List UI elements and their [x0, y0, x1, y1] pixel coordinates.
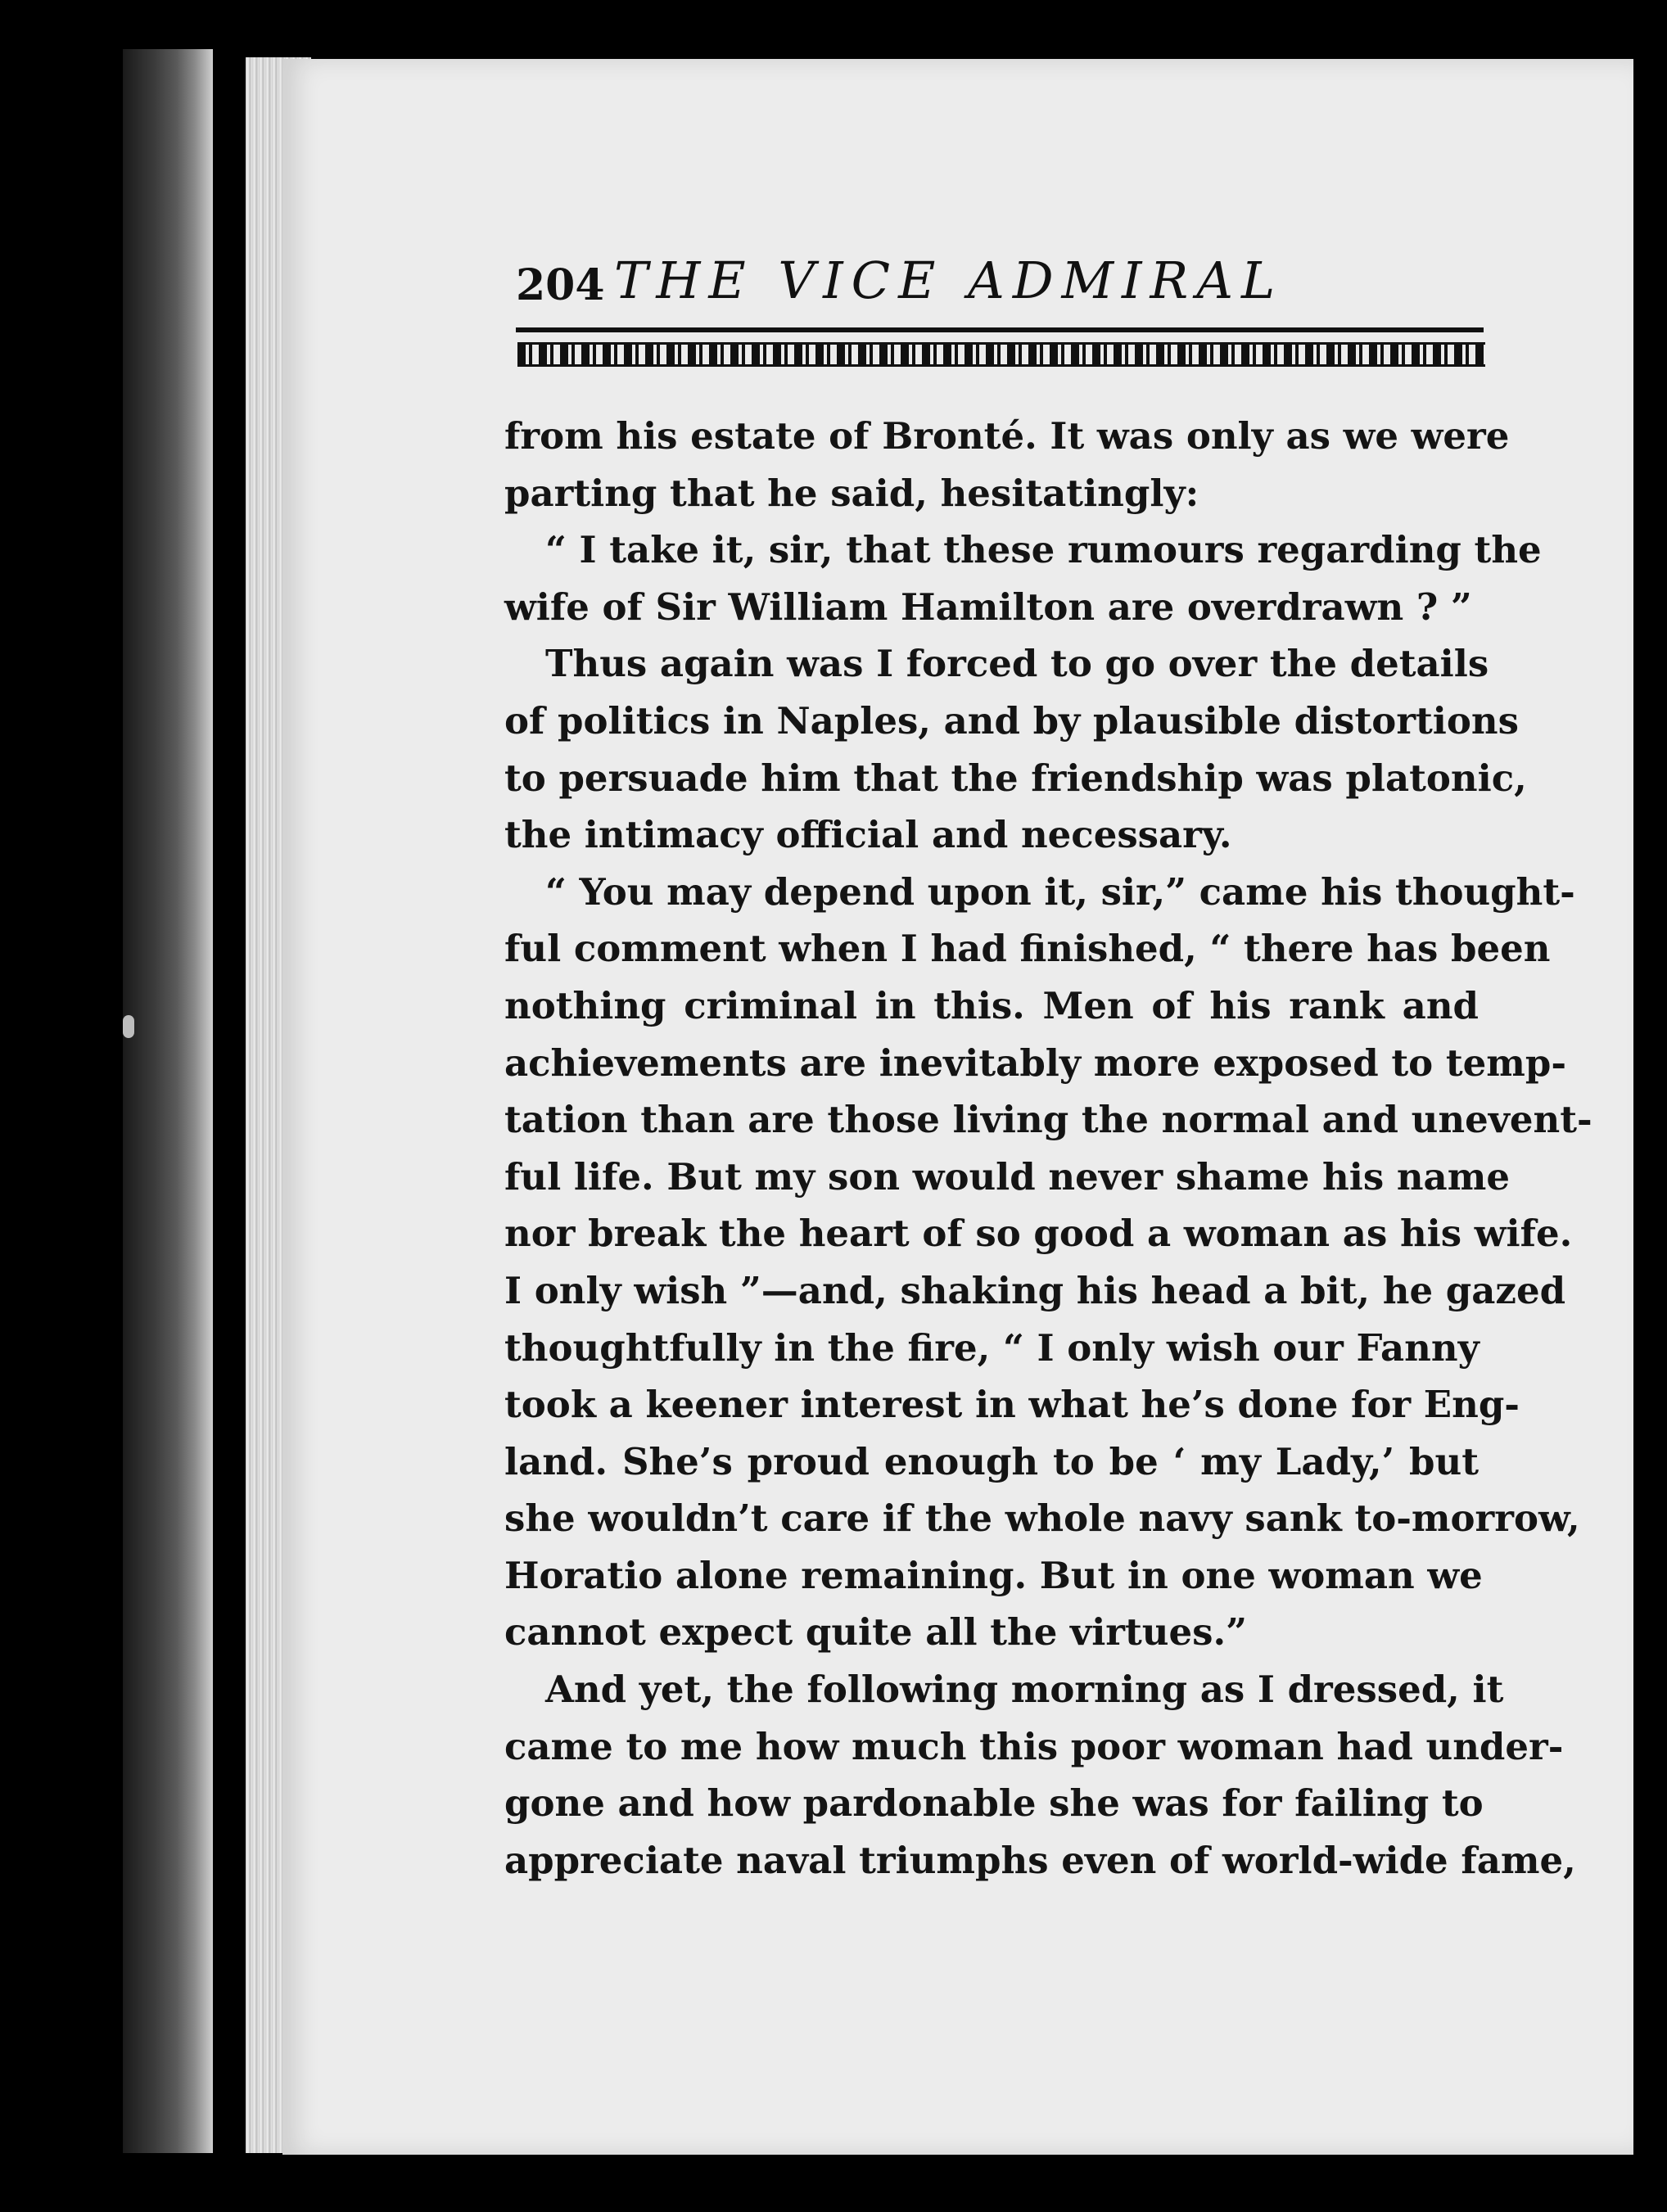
text-line: the intimacy official and necessary.: [504, 813, 1232, 857]
text-line: cannot expect quite all the virtues.”: [504, 1610, 1248, 1654]
book-spine: [123, 49, 213, 2153]
page-number: 204: [516, 260, 605, 310]
text-line: land. She’s proud enough to be ‘ my Lady,’ but: [504, 1439, 1479, 1483]
text-line: from his estate of Bronté. It was only as we were: [504, 414, 1510, 458]
text-line: wife of Sir William Hamilton are overdrawn ? ”: [504, 585, 1472, 629]
scan-artifact: [123, 1015, 134, 1038]
text-line: to persuade him that the friendship was platonic,: [504, 756, 1527, 800]
text-line: appreciate naval triumphs even of world-wide fame,: [504, 1838, 1576, 1882]
body-text: [504, 408, 1592, 1889]
text-line: achievements are inevitably more exposed to temp-: [504, 1041, 1567, 1085]
text-line: took a keener interest in what he’s done for Eng-: [504, 1383, 1520, 1427]
text-line: Horatio alone remaining. But in one woman we: [504, 1553, 1483, 1597]
text-line: she wouldn’t care if the whole navy sank to-morrow,: [504, 1496, 1580, 1541]
text-line: tation than are those living the normal and unevent-: [504, 1098, 1592, 1142]
text-line: parting that he said, hesitatingly:: [504, 471, 1199, 515]
text-line: Thus again was I forced to go over the details: [545, 642, 1489, 686]
text-line: thoughtfully in the fire, “ I only wish our Fanny: [504, 1325, 1480, 1370]
text-line: “ I take it, sir, that these rumours regarding the: [545, 528, 1542, 572]
text-line: I only wish ”—and, shaking his head a bit, he gazed: [504, 1268, 1566, 1312]
text-line: of politics in Naples, and by plausible distortions: [504, 698, 1519, 743]
text-line: came to me how much this poor woman had under-: [504, 1724, 1564, 1768]
text-line: nothing criminal in this. Men of his rank and: [504, 983, 1479, 1027]
header-rule: [516, 327, 1484, 332]
text-line: And yet, the following morning as I dressed, it: [545, 1668, 1504, 1712]
text-line: ful life. But my son would never shame his name: [504, 1154, 1510, 1199]
text-line: ful comment when I had finished, “ there has been: [504, 927, 1551, 971]
text-line: nor break the heart of so good a woman as his wife.: [504, 1212, 1573, 1256]
text-line: gone and how pardonable she was for failing to: [504, 1781, 1484, 1826]
text-line: “ You may depend upon it, sir,” came his thought-: [545, 869, 1575, 914]
decorative-border: [517, 342, 1485, 367]
running-title: THE VICE ADMIRAL: [614, 251, 1284, 310]
page-header: [516, 246, 1484, 336]
